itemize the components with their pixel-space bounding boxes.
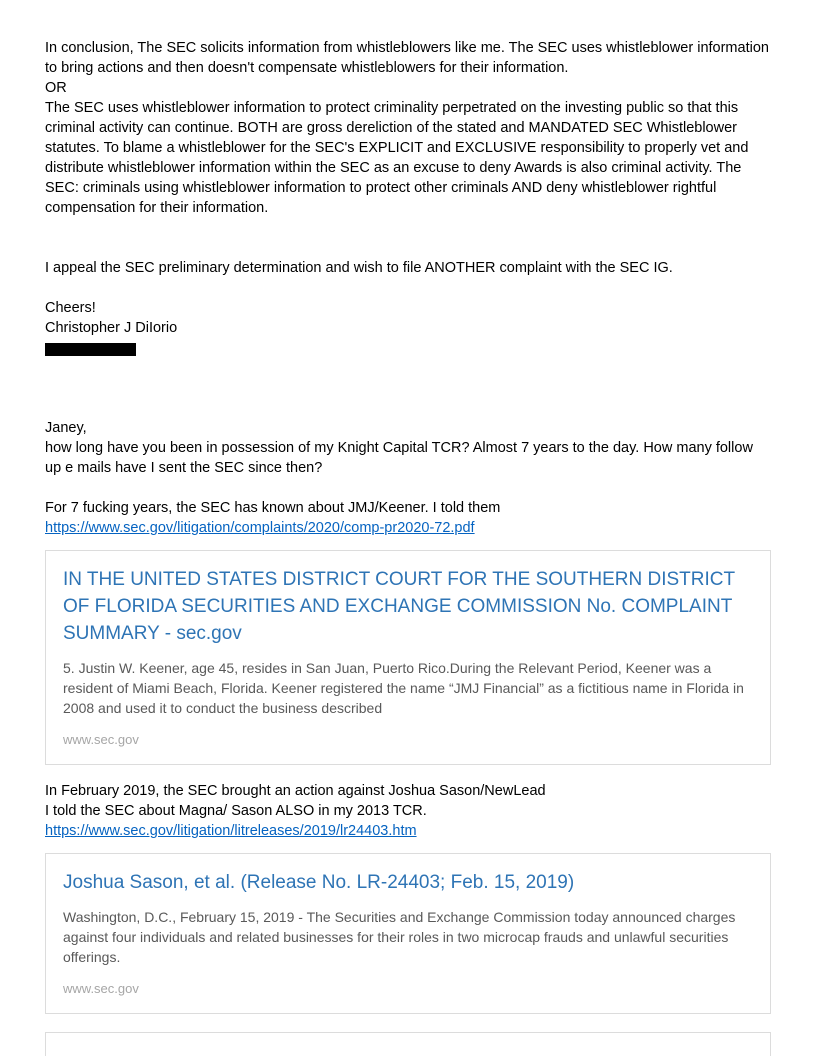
link-preview-title[interactable]: Joshua Sason, et al. (Release No. LR-24403; Feb. 15, 2019) xyxy=(63,872,575,893)
janey-salutation: Janey, xyxy=(45,420,87,436)
signoff-text: Cheers! xyxy=(45,300,96,316)
signature-text: Christopher J DiIorio xyxy=(45,320,178,336)
keener-complaint-link[interactable]: https://www.sec.gov/litigation/complaints/2020/comp-pr2020-72.pdf xyxy=(45,520,475,536)
sason-line2: I told the SEC about Magna/ Sason ALSO in my 2013 TCR. xyxy=(45,803,427,819)
link-preview-domain: www.sec.gov xyxy=(63,981,139,996)
link-preview-card-partial[interactable] xyxy=(45,1032,771,1056)
janey-question: how long have you been in possession of my Knight Capital TCR? Almost 7 years to the day. How many follow up e mails have I sent the SEC since then? xyxy=(45,440,753,476)
link-preview-card-keener[interactable] xyxy=(45,550,771,765)
link-preview-description: 5. Justin W. Keener, age 45, resides in San Juan, Puerto Rico.During the Relevant Period, Keener was a resident of Miami Beach, Florida. Keener registered the name “JMJ Financial” as a fictitious name in Florida in 2008 and used it to conduct the business described xyxy=(63,660,744,716)
sason-link-line xyxy=(45,821,771,841)
keener-link-line xyxy=(45,518,771,538)
link-preview-card-sason[interactable] xyxy=(45,853,771,1014)
criminality-paragraph: The SEC uses whistleblower information to protect criminality perpetrated on the investing public so that this criminal activity can continue. BOTH are gross dereliction of the stated and MANDATED SEC Whistleblower statutes. To blame a whistleblower for the SEC's EXPLICIT and EXCLUSIVE responsibility to properly vet and distribute whistleblower information within the SEC as an excuse to deny Awards is also criminal activity. The SEC: criminals using whistleblower information to protect other criminals AND deny whistleblower rightful compensation for their information. xyxy=(45,100,749,216)
sason-release-link[interactable]: https://www.sec.gov/litigation/litreleases/2019/lr24403.htm xyxy=(45,823,417,839)
redacted-text-block xyxy=(45,343,136,356)
conclusion-paragraph: In conclusion, The SEC solicits information from whistleblowers like me. The SEC uses whistleblower information to bring actions and then doesn't compensate whistleblowers for their information. xyxy=(45,40,769,76)
keener-intro-text: For 7 fucking years, the SEC has known about JMJ/Keener. I told them xyxy=(45,500,501,516)
or-label: OR xyxy=(45,80,67,96)
link-preview-title[interactable]: IN THE UNITED STATES DISTRICT COURT FOR THE SOUTHERN DISTRICT OF FLORIDA SECURITIES AND EXCHANGE COMMISSION No. COMPLAINT SUMMARY - sec.gov xyxy=(63,569,735,644)
link-preview-description: Washington, D.C., February 15, 2019 - The Securities and Exchange Commission today announced charges against four individuals and related businesses for their roles in two microcap frauds and unlawful securities offerings. xyxy=(63,909,736,965)
link-preview-domain: www.sec.gov xyxy=(63,732,139,747)
sason-line1: In February 2019, the SEC brought an action against Joshua Sason/NewLead xyxy=(45,783,546,799)
appeal-paragraph: I appeal the SEC preliminary determination and wish to file ANOTHER complaint with the SEC IG. xyxy=(45,260,673,276)
